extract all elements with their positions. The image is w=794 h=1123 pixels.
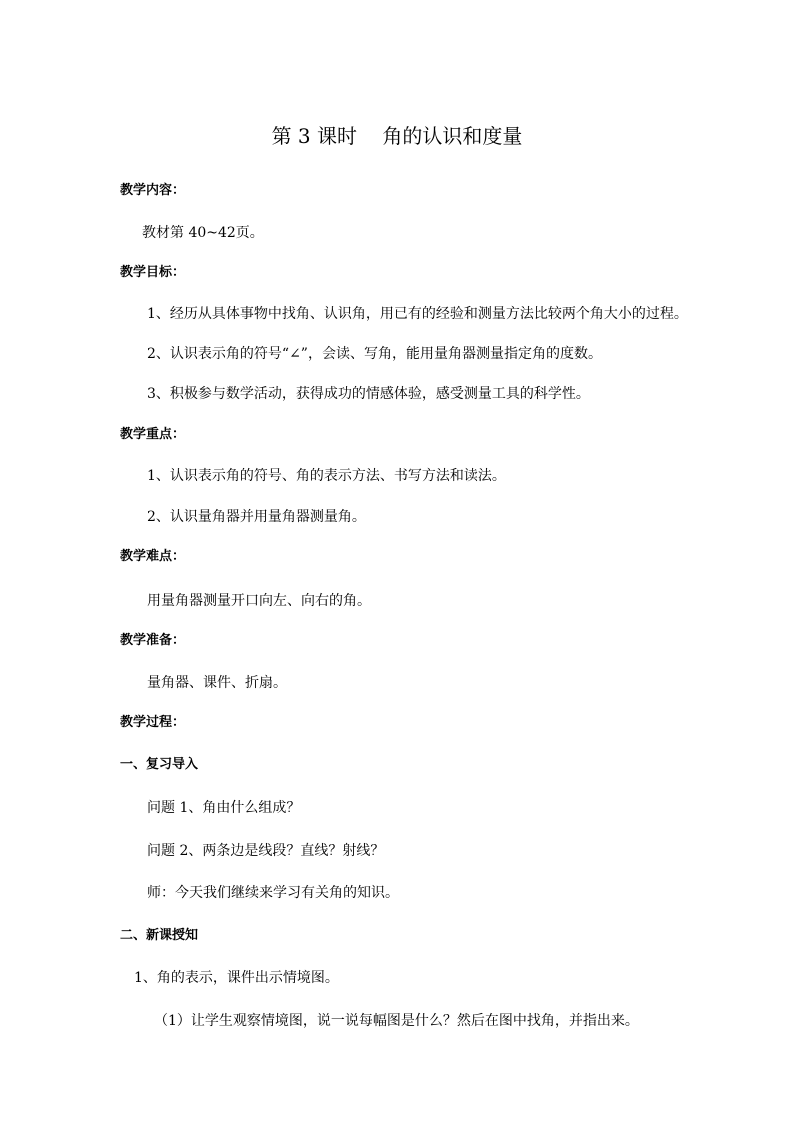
key-points-heading: 教学重点：: [120, 427, 186, 442]
part-two-subitem: （1）让学生观察情境图，说一说每幅图是什么？然后在图中找角，并指出来。: [154, 1013, 639, 1029]
teaching-content-heading: 教学内容：: [120, 183, 186, 198]
key-point-item: 2、认识量角器并用量角器测量角。: [147, 509, 366, 525]
difficult-points-text: 用量角器测量开口向左、向右的角。: [147, 593, 371, 609]
process-heading: 教学过程：: [120, 715, 186, 730]
preparation-heading: 教学准备：: [120, 633, 186, 648]
part-one-line: 问题 2、两条边是线段？直线？射线？: [147, 843, 385, 859]
difficult-points-heading: 教学难点：: [120, 549, 186, 564]
teaching-goals-heading: 教学目标：: [120, 265, 186, 280]
page-title: 第 3 课时 角的认识和度量: [271, 124, 523, 148]
part-two-heading: 二、新课授知: [120, 928, 199, 943]
part-one-line: 问题 1、角由什么组成？: [147, 800, 301, 816]
goal-item: 3、积极参与数学活动，获得成功的情感体验，感受测量工具的科学性。: [147, 386, 590, 402]
part-one-line: 师：今天我们继续来学习有关角的知识。: [147, 885, 399, 901]
preparation-text: 量角器、课件、折扇。: [147, 675, 287, 691]
teaching-content-text: 教材第 40~42页。: [142, 225, 264, 241]
key-point-item: 1、认识表示角的符号、角的表示方法、书写方法和读法。: [147, 468, 506, 484]
part-one-heading: 一、复习导入: [120, 757, 199, 772]
goal-item: 1、经历从具体事物中找角、认识角，用已有的经验和测量方法比较两个角大小的过程。: [147, 306, 688, 322]
goal-item: 2、认识表示角的符号“∠”，会读、写角，能用量角器测量指定角的度数。: [147, 346, 602, 362]
part-two-item: 1、角的表示，课件出示情境图。: [134, 970, 339, 986]
